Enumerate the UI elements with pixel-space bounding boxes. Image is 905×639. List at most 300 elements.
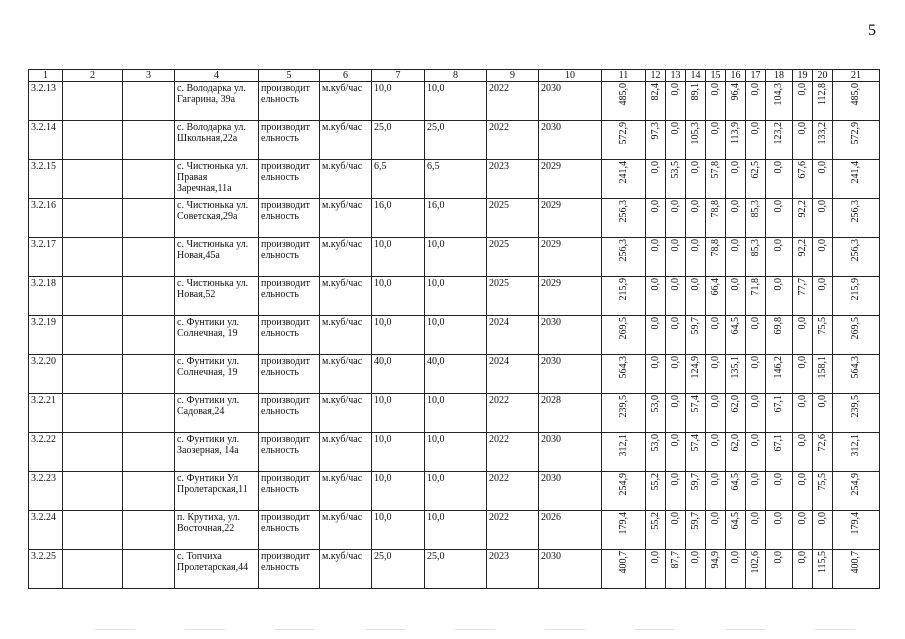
start-year-cell: 2022 — [487, 82, 539, 121]
capacity-current-cell: 10,0 — [372, 472, 425, 511]
value-cell-col-18 — [766, 121, 793, 160]
empty-col-2 — [63, 82, 123, 121]
value-cell-col-20 — [813, 199, 833, 238]
parameter-cell: производит ельность — [259, 472, 320, 511]
scan-artifact — [95, 629, 885, 630]
value-text: 0,0 — [669, 200, 681, 213]
value-text: 0,0 — [796, 356, 808, 369]
table-body — [29, 70, 880, 589]
value-cell-col-11 — [602, 511, 646, 550]
value-cell-col-16 — [726, 433, 746, 472]
value-cell-col-17 — [746, 82, 766, 121]
end-year-cell: 2030 — [539, 316, 602, 355]
parameter-cell: производит ельность — [259, 316, 320, 355]
address-cell: с. Володарка ул. Школьная,22а — [175, 121, 259, 160]
value-text: 146,2 — [773, 356, 784, 379]
table-row — [29, 121, 880, 160]
start-year-cell: 2025 — [487, 238, 539, 277]
value-cell-col-21 — [833, 511, 880, 550]
value-text: 94,9 — [709, 551, 721, 569]
value-text: 239,5 — [850, 395, 861, 418]
value-text: 89,1 — [689, 83, 701, 101]
value-text: 0,0 — [816, 278, 828, 291]
value-text: 59,7 — [689, 512, 701, 530]
value-cell-col-19 — [793, 82, 813, 121]
unit-cell: м.куб/час — [320, 238, 372, 277]
value-cell-col-21 — [833, 472, 880, 511]
value-text: 0,0 — [749, 512, 761, 525]
value-cell-col-16 — [726, 394, 746, 433]
value-cell-col-12 — [646, 316, 666, 355]
value-text: 78,8 — [709, 239, 721, 257]
column-header-14: 14 — [686, 70, 706, 82]
value-text: 0,0 — [709, 512, 721, 525]
value-text: 0,0 — [749, 356, 761, 369]
value-text: 87,7 — [669, 551, 681, 569]
value-cell-col-13 — [666, 511, 686, 550]
value-text: 0,0 — [773, 239, 784, 252]
value-text: 400,7 — [850, 551, 861, 574]
column-header-18: 18 — [766, 70, 793, 82]
start-year-cell: 2025 — [487, 277, 539, 316]
address-cell: п. Крутиха, ул. Восточная,22 — [175, 511, 259, 550]
start-year-cell: 2024 — [487, 316, 539, 355]
parameter-cell: производит ельность — [259, 433, 320, 472]
value-text: 269,5 — [850, 317, 861, 340]
value-text: 0,0 — [669, 317, 681, 330]
value-cell-col-12 — [646, 199, 666, 238]
parameter-cell: производит ельность — [259, 160, 320, 199]
address-cell: с. Фунтики ул. Солнечная, 19 — [175, 316, 259, 355]
value-cell-col-20 — [813, 550, 833, 589]
value-text: 0,0 — [669, 395, 681, 408]
investment-table — [28, 69, 880, 589]
value-cell-col-21 — [833, 277, 880, 316]
value-cell-col-11 — [602, 199, 646, 238]
value-cell-col-18 — [766, 238, 793, 277]
value-cell-col-14 — [686, 472, 706, 511]
value-cell-col-18 — [766, 277, 793, 316]
value-text: 0,0 — [816, 200, 828, 213]
value-text: 0,0 — [729, 551, 741, 564]
value-cell-col-17 — [746, 121, 766, 160]
row-number: 3.2.23 — [29, 472, 63, 511]
address-cell: с. Володарка ул. Гагарина, 39а — [175, 82, 259, 121]
value-cell-col-11 — [602, 355, 646, 394]
value-text: 67,1 — [773, 395, 784, 413]
value-cell-col-14 — [686, 316, 706, 355]
value-text: 256,3 — [850, 239, 861, 262]
column-header-3: 3 — [123, 70, 175, 82]
value-text: 0,0 — [749, 434, 761, 447]
value-text: 312,1 — [850, 434, 861, 457]
empty-col-2 — [63, 511, 123, 550]
value-cell-col-11 — [602, 238, 646, 277]
value-cell-col-20 — [813, 511, 833, 550]
value-cell-col-15 — [706, 160, 726, 199]
column-header-17: 17 — [746, 70, 766, 82]
value-cell-col-21 — [833, 433, 880, 472]
value-cell-col-20 — [813, 277, 833, 316]
table-row — [29, 316, 880, 355]
value-text: 0,0 — [709, 83, 721, 96]
value-cell-col-18 — [766, 550, 793, 589]
value-cell-col-18 — [766, 355, 793, 394]
value-text: 85,3 — [749, 200, 761, 218]
value-text: 0,0 — [796, 317, 808, 330]
value-cell-col-12 — [646, 121, 666, 160]
value-text: 241,4 — [850, 161, 861, 184]
value-text: 0,0 — [729, 200, 741, 213]
value-cell-col-12 — [646, 277, 666, 316]
value-text: 96,4 — [729, 83, 741, 101]
empty-col-2 — [63, 433, 123, 472]
capacity-planned-cell: 25,0 — [425, 550, 487, 589]
empty-col-2 — [63, 121, 123, 160]
value-cell-col-12 — [646, 160, 666, 199]
start-year-cell: 2025 — [487, 199, 539, 238]
value-text: 62,5 — [749, 161, 761, 179]
capacity-planned-cell: 10,0 — [425, 433, 487, 472]
value-cell-col-17 — [746, 550, 766, 589]
empty-col-3 — [123, 355, 175, 394]
value-text: 0,0 — [689, 278, 701, 291]
unit-cell: м.куб/час — [320, 121, 372, 160]
value-cell-col-14 — [686, 238, 706, 277]
empty-col-3 — [123, 511, 175, 550]
value-cell-col-14 — [686, 121, 706, 160]
capacity-current-cell: 10,0 — [372, 82, 425, 121]
empty-col-3 — [123, 82, 175, 121]
value-text: 0,0 — [729, 161, 741, 174]
value-cell-col-12 — [646, 82, 666, 121]
address-cell: с. Фунтики ул. Заозерная, 14а — [175, 433, 259, 472]
value-cell-col-14 — [686, 433, 706, 472]
value-cell-col-12 — [646, 238, 666, 277]
value-cell-col-15 — [706, 355, 726, 394]
value-cell-col-19 — [793, 511, 813, 550]
value-cell-col-13 — [666, 433, 686, 472]
value-cell-col-12 — [646, 433, 666, 472]
value-text: 0,0 — [649, 200, 661, 213]
empty-col-3 — [123, 394, 175, 433]
column-number-header — [29, 70, 880, 82]
value-text: 0,0 — [816, 395, 828, 408]
value-text: 85,3 — [749, 239, 761, 257]
empty-col-3 — [123, 550, 175, 589]
value-text: 92,2 — [796, 239, 808, 257]
value-text: 69,8 — [773, 317, 784, 335]
capacity-current-cell: 10,0 — [372, 511, 425, 550]
row-number: 3.2.19 — [29, 316, 63, 355]
end-year-cell: 2028 — [539, 394, 602, 433]
value-text: 123,2 — [773, 122, 784, 145]
value-text: 0,0 — [669, 473, 681, 486]
value-text: 92,2 — [796, 200, 808, 218]
value-cell-col-17 — [746, 199, 766, 238]
table-row — [29, 160, 880, 199]
value-text: 179,4 — [850, 512, 861, 535]
value-cell-col-13 — [666, 121, 686, 160]
value-text: 62,0 — [729, 434, 741, 452]
capacity-current-cell: 10,0 — [372, 394, 425, 433]
end-year-cell: 2029 — [539, 160, 602, 199]
unit-cell: м.куб/час — [320, 511, 372, 550]
value-cell-col-14 — [686, 82, 706, 121]
value-text: 71,8 — [749, 278, 761, 296]
value-cell-col-14 — [686, 550, 706, 589]
parameter-cell: производит ельность — [259, 277, 320, 316]
address-cell: с. Чистюнька ул. Новая,52 — [175, 277, 259, 316]
value-text: 0,0 — [796, 473, 808, 486]
value-text: 135,1 — [729, 356, 741, 379]
value-text: 485,0 — [617, 83, 629, 106]
value-cell-col-16 — [726, 355, 746, 394]
value-cell-col-15 — [706, 511, 726, 550]
value-cell-col-12 — [646, 472, 666, 511]
value-text: 72,6 — [816, 434, 828, 452]
value-text: 55,2 — [649, 512, 661, 530]
row-number: 3.2.20 — [29, 355, 63, 394]
empty-col-3 — [123, 316, 175, 355]
start-year-cell: 2022 — [487, 472, 539, 511]
value-cell-col-13 — [666, 199, 686, 238]
value-cell-col-21 — [833, 355, 880, 394]
unit-cell: м.куб/час — [320, 316, 372, 355]
value-cell-col-19 — [793, 316, 813, 355]
start-year-cell: 2022 — [487, 121, 539, 160]
value-text: 0,0 — [669, 434, 681, 447]
column-header-13: 13 — [666, 70, 686, 82]
value-cell-col-13 — [666, 394, 686, 433]
empty-col-2 — [63, 238, 123, 277]
empty-col-2 — [63, 199, 123, 238]
value-cell-col-16 — [726, 82, 746, 121]
value-cell-col-17 — [746, 277, 766, 316]
value-cell-col-20 — [813, 316, 833, 355]
table-row — [29, 433, 880, 472]
unit-cell: м.куб/час — [320, 277, 372, 316]
value-text: 102,6 — [749, 551, 761, 574]
unit-cell: м.куб/час — [320, 550, 372, 589]
column-header-10: 10 — [539, 70, 602, 82]
value-cell-col-11 — [602, 160, 646, 199]
value-text: 82,4 — [649, 83, 661, 101]
value-text: 77,7 — [796, 278, 808, 296]
value-cell-col-14 — [686, 511, 706, 550]
value-text: 0,0 — [749, 317, 761, 330]
capacity-current-cell: 25,0 — [372, 550, 425, 589]
value-cell-col-19 — [793, 394, 813, 433]
value-cell-col-20 — [813, 82, 833, 121]
value-text: 57,8 — [709, 161, 721, 179]
value-text: 0,0 — [689, 161, 701, 174]
value-cell-col-13 — [666, 355, 686, 394]
value-text: 53,5 — [669, 161, 681, 179]
value-cell-col-12 — [646, 511, 666, 550]
value-text: 0,0 — [796, 551, 808, 564]
value-cell-col-20 — [813, 433, 833, 472]
value-cell-col-11 — [602, 121, 646, 160]
value-text: 57,4 — [689, 434, 701, 452]
value-text: 0,0 — [773, 551, 784, 564]
value-cell-col-21 — [833, 82, 880, 121]
start-year-cell: 2023 — [487, 550, 539, 589]
value-text: 75,5 — [816, 473, 828, 491]
value-text: 57,4 — [689, 395, 701, 413]
value-text: 0,0 — [709, 317, 721, 330]
value-text: 0,0 — [649, 161, 661, 174]
value-cell-col-14 — [686, 160, 706, 199]
value-cell-col-16 — [726, 121, 746, 160]
table-row — [29, 277, 880, 316]
start-year-cell: 2023 — [487, 160, 539, 199]
value-text: 0,0 — [773, 278, 784, 291]
value-text: 59,7 — [689, 473, 701, 491]
value-text: 241,4 — [617, 161, 629, 184]
empty-col-2 — [63, 394, 123, 433]
value-text: 66,4 — [709, 278, 721, 296]
empty-col-2 — [63, 550, 123, 589]
value-cell-col-16 — [726, 238, 746, 277]
empty-col-3 — [123, 121, 175, 160]
parameter-cell: производит ельность — [259, 511, 320, 550]
value-cell-col-17 — [746, 394, 766, 433]
value-text: 0,0 — [649, 278, 661, 291]
value-text: 0,0 — [649, 551, 661, 564]
address-cell: с. Чистюнька ул. Правая Заречная,11а — [175, 160, 259, 199]
value-text: 254,9 — [617, 473, 629, 496]
row-number: 3.2.13 — [29, 82, 63, 121]
end-year-cell: 2026 — [539, 511, 602, 550]
empty-col-2 — [63, 316, 123, 355]
value-text: 64,5 — [729, 512, 741, 530]
value-text: 179,4 — [617, 512, 629, 535]
value-cell-col-19 — [793, 121, 813, 160]
value-cell-col-17 — [746, 472, 766, 511]
value-cell-col-16 — [726, 511, 746, 550]
row-number: 3.2.25 — [29, 550, 63, 589]
column-header-9: 9 — [487, 70, 539, 82]
value-text: 256,3 — [617, 200, 629, 223]
value-cell-col-19 — [793, 238, 813, 277]
value-text: 97,3 — [649, 122, 661, 140]
value-text: 269,5 — [617, 317, 629, 340]
value-text: 53,0 — [649, 434, 661, 452]
value-cell-col-15 — [706, 277, 726, 316]
capacity-current-cell: 25,0 — [372, 121, 425, 160]
address-cell: с. Фунтики Ул Пролетарская,11 — [175, 472, 259, 511]
value-text: 0,0 — [689, 200, 701, 213]
start-year-cell: 2022 — [487, 433, 539, 472]
column-header-8: 8 — [425, 70, 487, 82]
capacity-current-cell: 16,0 — [372, 199, 425, 238]
value-cell-col-21 — [833, 550, 880, 589]
row-number: 3.2.24 — [29, 511, 63, 550]
address-cell: с. Фунтики ул. Садовая,24 — [175, 394, 259, 433]
value-text: 0,0 — [749, 83, 761, 96]
capacity-planned-cell: 10,0 — [425, 82, 487, 121]
value-text: 75,5 — [816, 317, 828, 335]
row-number: 3.2.15 — [29, 160, 63, 199]
row-number: 3.2.14 — [29, 121, 63, 160]
value-text: 78,8 — [709, 200, 721, 218]
value-text: 158,1 — [816, 356, 828, 379]
value-cell-col-21 — [833, 160, 880, 199]
unit-cell: м.куб/час — [320, 82, 372, 121]
value-text: 64,5 — [729, 473, 741, 491]
value-cell-col-19 — [793, 550, 813, 589]
value-text: 215,9 — [850, 278, 861, 301]
value-cell-col-12 — [646, 394, 666, 433]
value-text: 0,0 — [816, 512, 828, 525]
value-cell-col-12 — [646, 355, 666, 394]
value-text: 112,8 — [816, 83, 828, 106]
unit-cell: м.куб/час — [320, 472, 372, 511]
value-cell-col-11 — [602, 550, 646, 589]
value-text: 0,0 — [729, 239, 741, 252]
value-cell-col-20 — [813, 355, 833, 394]
value-text: 256,3 — [850, 200, 861, 223]
value-cell-col-20 — [813, 160, 833, 199]
row-number: 3.2.21 — [29, 394, 63, 433]
value-cell-col-18 — [766, 160, 793, 199]
value-cell-col-13 — [666, 550, 686, 589]
value-cell-col-15 — [706, 82, 726, 121]
value-text: 564,3 — [850, 356, 861, 379]
value-text: 64,5 — [729, 317, 741, 335]
empty-col-3 — [123, 472, 175, 511]
value-text: 0,0 — [749, 395, 761, 408]
empty-col-3 — [123, 433, 175, 472]
capacity-planned-cell: 10,0 — [425, 394, 487, 433]
value-text: 239,5 — [617, 395, 629, 418]
value-text: 67,6 — [796, 161, 808, 179]
value-text: 62,0 — [729, 395, 741, 413]
value-cell-col-11 — [602, 277, 646, 316]
value-cell-col-21 — [833, 121, 880, 160]
value-cell-col-13 — [666, 82, 686, 121]
value-cell-col-20 — [813, 238, 833, 277]
column-header-15: 15 — [706, 70, 726, 82]
value-text: 0,0 — [749, 122, 761, 135]
start-year-cell: 2022 — [487, 511, 539, 550]
value-cell-col-19 — [793, 160, 813, 199]
value-cell-col-17 — [746, 316, 766, 355]
value-text: 113,9 — [729, 122, 741, 145]
value-text: 312,1 — [617, 434, 629, 457]
empty-col-2 — [63, 277, 123, 316]
value-cell-col-18 — [766, 316, 793, 355]
value-cell-col-13 — [666, 160, 686, 199]
value-cell-col-20 — [813, 472, 833, 511]
column-header-21: 21 — [833, 70, 880, 82]
value-cell-col-17 — [746, 238, 766, 277]
value-cell-col-20 — [813, 394, 833, 433]
value-cell-col-19 — [793, 277, 813, 316]
capacity-current-cell: 6,5 — [372, 160, 425, 199]
column-header-20: 20 — [813, 70, 833, 82]
value-text: 115,5 — [816, 551, 828, 574]
value-cell-col-16 — [726, 316, 746, 355]
value-cell-col-15 — [706, 472, 726, 511]
column-header-16: 16 — [726, 70, 746, 82]
value-text: 0,0 — [796, 122, 808, 135]
value-text: 0,0 — [749, 473, 761, 486]
value-text: 564,3 — [617, 356, 629, 379]
start-year-cell: 2024 — [487, 355, 539, 394]
capacity-planned-cell: 10,0 — [425, 277, 487, 316]
